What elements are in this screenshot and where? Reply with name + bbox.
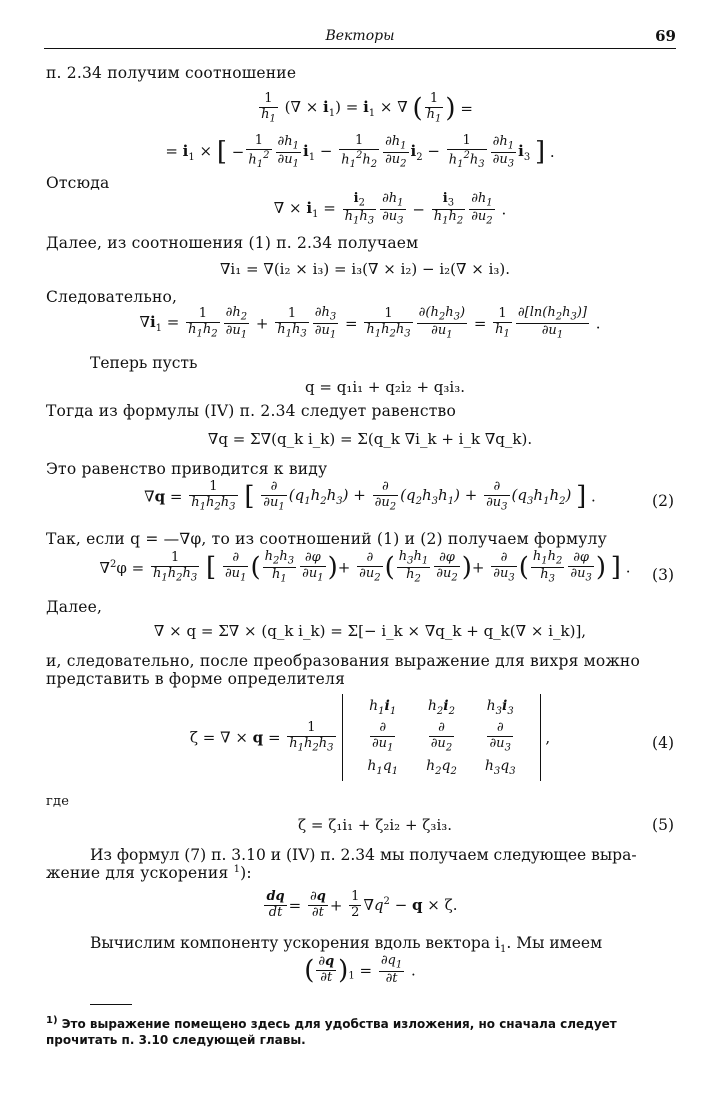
text-span: . Мы имеем [506, 934, 603, 952]
text-sub: 1 [499, 944, 507, 956]
page-number: 69 [655, 27, 676, 45]
text-line [46, 864, 252, 882]
determinant: $h_1i_1$ $h_2i_2$ $h_3i_3$ $\frac{\partial}{\partial u_1}$ $\frac{\partial}{\partial u_2}$ $\frac{\partial}{\partial u_3}$ $h_1q_1$ $h_2q_2$ $h_3q_3$ [342, 694, 540, 781]
text-line: Тогда из формулы (IV) п. 2.34 следует равенство [46, 402, 456, 420]
equation-11: ζ = ζ₁i₁ + ζ₂i₂ + ζ₃i₃. [297, 816, 453, 834]
equation-number: (5) [652, 816, 674, 834]
running-header [44, 24, 676, 49]
text-span: Вычислим компоненту ускорения вдоль вектора i [90, 934, 500, 952]
equation-4: $\nabla i_1$ = $\frac{1}{h_1h_2}$ $\frac{\partial h_2}{\partial u_1}$ + $\frac{1}{h_1h_3}$ $\frac{\partial h_3}{\partial u_1}$ = $\frac{1}{h_1h_2h_3}$ $\frac{\partial(h_2h_3)}{\partial u_1}$ = $\frac{1}{h_1}$ $\frac{\partial[\ln(h_2h_3)]}{\partial u_1}$ . [139, 305, 601, 341]
equation-3: ∇i₁ = ∇(i₂ × i₃) = i₃(∇ × i₂) − i₂(∇ × i₃). [219, 260, 511, 278]
equation-5: q = q₁i₁ + q₂i₂ + q₃i₃. [305, 378, 465, 396]
equation-10: ζ = ∇ × q = $\frac{1}{h_1h_2h_3}$ $h_1i_1$ $h_2i_2$ $h_3i_3$ $\frac{\partial}{\partial u_1}$ $\frac{\partial}{\partial u_2}$ $\frac{\partial}{\partial u_3}$ $h_1q_1$ $h_2q_2$ $h_3q_3$ , [0, 694, 720, 781]
equation-9: ∇ × q = Σ∇ × (q_k i_k) = Σ[− i_k × ∇q_k + q_k(∇ × i_k)], [153, 622, 587, 640]
equation-number: (3) [652, 566, 674, 584]
footnote-rule [90, 1004, 132, 1005]
text-line: где [46, 794, 70, 809]
footnote-mark: 1) [46, 1015, 58, 1026]
header-title: Векторы [325, 28, 395, 44]
text-span: жение для ускорения [46, 864, 229, 883]
equation-number: (2) [652, 492, 674, 510]
text-line: Следовательно, [46, 288, 178, 306]
text-line [90, 934, 602, 955]
equation-1b: = $i_1$ × [ − $\frac{1}{h_1^2}$ $\frac{\partial h_1}{\partial u_1}$ $i_1$ − $\frac{1}{h_1^2h_2}$ $\frac{\partial h_1}{\partial u_2}$ $i_2$ − $\frac{1}{h_1^2h_3}$ $\frac{\partial h_1}{\partial u_3}$ $i_3$ ] . [165, 133, 555, 170]
text-line: Из формул (7) п. 3.10 и (IV) п. 2.34 мы получаем следующее выра- [90, 846, 637, 864]
text-line: Далее, из соотношения (1) п. 2.34 получаем [46, 234, 419, 252]
equation-6: ∇q = Σ∇(q_k i_k) = Σ(q_k ∇i_k + i_k ∇q_k). [207, 430, 533, 448]
equation-2: ∇ × $i_1$ = $\frac{i_2}{h_1h_3}$ $\frac{\partial h_1}{\partial u_3}$ − $\frac{i_3}{h_1h_2}$ $\frac{\partial h_1}{\partial u_2}$ . [273, 191, 507, 227]
footnote [46, 1014, 676, 1048]
text-line: Теперь пусть [90, 354, 198, 372]
equation-12: $\frac{dq}{dt}$ = $\frac{\partial q}{\partial t}$ + $\frac{1}{2}$ $\nabla q^2 - q \times \zeta$. [266, 889, 458, 920]
text-line: п. 2.34 получим соотношение [46, 64, 297, 82]
text-line: Так, если q = —∇φ, то из соотношений (1) и (2) получаем формулу [46, 530, 607, 548]
footnote-ref: 1 [233, 864, 241, 875]
equation-7: ∇q = $\frac{1}{h_1h_2h_3}$ [ $\frac{\partial}{\partial u_1}$ $(q_1h_2h_3)$ + $\frac{\partial}{\partial u_2}$ $(q_2h_3h_1)$ + $\frac{\partial}{\partial u_3}$ $(q_3h_1h_2)$ ] . [144, 479, 596, 513]
equation-number: (4) [652, 734, 674, 752]
equation-8: ∇$^2$φ = $\frac{1}{h_1h_2h_3}$ [ $\frac{\partial}{\partial u_1}$ ( $\frac{h_2h_3}{h_1}$ $\frac{\partial\varphi}{\partial u_1}$ )+ $\frac{\partial}{\partial u_2}$ ( $\frac{h_3h_1}{h_2}$ $\frac{\partial\varphi}{\partial u_2}$ )+ $\frac{\partial}{\partial u_3}$ ( $\frac{h_1h_2}{h_3}$ $\frac{\partial\varphi}{\partial u_3}$ ) ] . [99, 549, 631, 585]
text-line: Это равенство приводится к виду [46, 460, 328, 478]
footnote-text: Это выражение помещено здесь для удобства изложения, но сначала следует прочитать п. 3.10 следующей главы. [46, 1017, 617, 1047]
text-line: и, следовательно, после преобразования выражение для вихря можно [46, 652, 640, 670]
text-line: представить в форме определителя [46, 670, 346, 688]
text-line: Отсюда [46, 174, 110, 192]
text-span: ): [240, 864, 252, 883]
equation-1a: $\frac{1}{h_1}$ (∇ × $i_1) = i_1$ × ∇ ( $\frac{1}{h_1}$ ) = [261, 91, 473, 125]
text-line: Далее, [46, 598, 103, 616]
equation-13: ( $\frac{\partial q}{\partial t}$ )$_1$ = $\frac{\partial q_1}{\partial t}$ . [304, 953, 416, 987]
